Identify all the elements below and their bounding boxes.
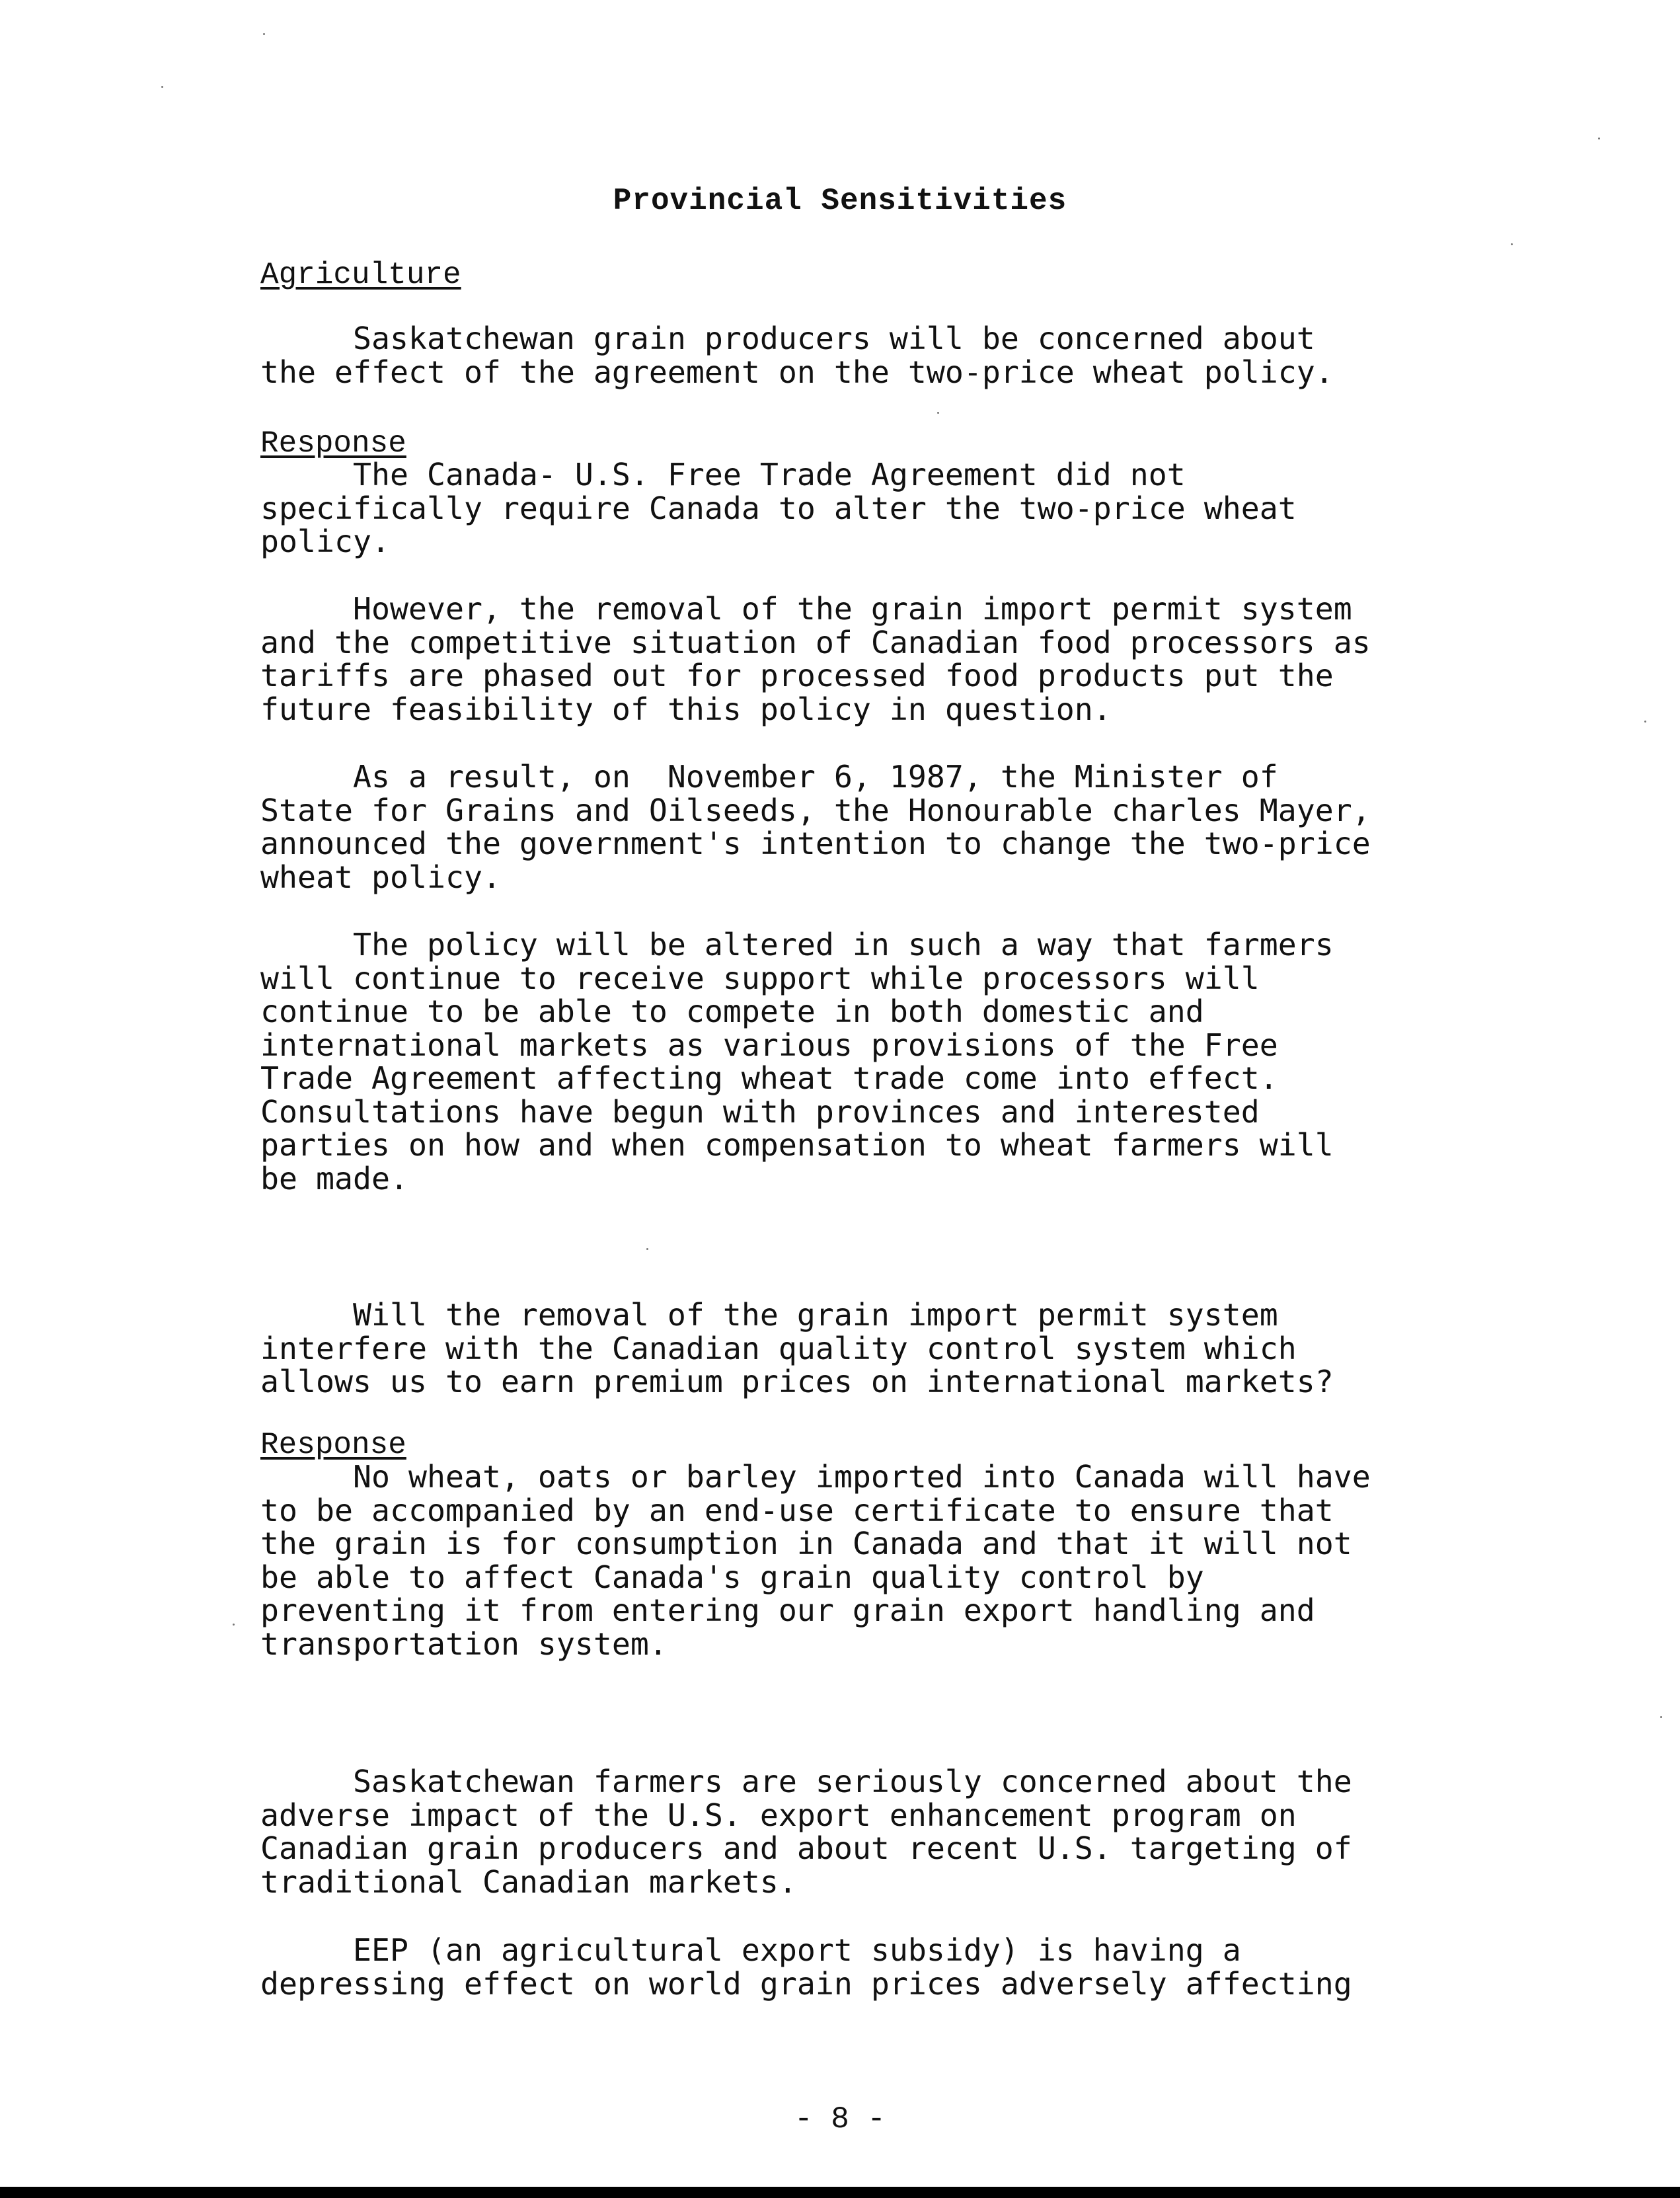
scan-speck — [233, 1624, 235, 1626]
scan-speck — [937, 412, 939, 414]
paragraph-7: No wheat, oats or barley imported into Canada will have to be accompanied by an end-use certificate to ensure that the grain is for consumption in Canada and that it will not be able to affect Canada's grain quality control by preventing it from entering our grain export handling and transportation system. — [260, 1459, 1371, 1662]
paragraph-2: The Canada- U.S. Free Trade Agreement did not specifically require Canada to alter the two-price wheat policy. — [260, 457, 1297, 559]
paragraph-4: As a result, on November 6, 1987, the Minister of State for Grains and Oilseeds, the Honourable charles Mayer, announced the government's intention to change the two-price wheat policy. — [260, 759, 1371, 895]
scan-speck — [1660, 1716, 1662, 1718]
section-heading-agriculture: Agriculture — [260, 258, 461, 292]
paragraph-5: The policy will be altered in such a way that farmers will continue to receive support while processors will continue to be able to compete in both domestic and international markets as various provisions of the Free Trade Agreement affecting wheat trade come into effect. Consultations have begun with provinces and interested parties on how and when compensation to wheat farmers will be made. — [260, 927, 1334, 1197]
paragraph-6: Will the removal of the grain import permit system interfere with the Canadian quality control system which allows us to earn premium prices on international markets? — [260, 1297, 1334, 1399]
scan-speck — [161, 86, 163, 88]
page-number: - 8 - — [794, 2102, 886, 2137]
response-heading-2: Response — [260, 1428, 406, 1462]
scan-speck — [1598, 137, 1600, 139]
page-title: Provincial Sensitivities — [613, 184, 1067, 218]
paragraph-8: Saskatchewan farmers are seriously concerned about the adverse impact of the U.S. export enhancement program on Canadian grain producers and about recent U.S. targeting of traditional Canadian markets. — [260, 1764, 1352, 1900]
paragraph-9: EEP (an agricultural export subsidy) is having a depressing effect on world grain prices adversely affecting — [260, 1932, 1352, 2002]
bottom-scan-border — [0, 2187, 1680, 2198]
response-heading-1: Response — [260, 426, 406, 461]
scan-speck — [263, 33, 265, 35]
scan-speck — [1511, 243, 1513, 245]
scan-speck — [646, 1248, 648, 1250]
scan-speck — [1644, 721, 1646, 723]
paragraph-1: Saskatchewan grain producers will be concerned about the effect of the agreement on the two-price wheat policy. — [260, 321, 1334, 390]
paragraph-3: However, the removal of the grain import permit system and the competitive situation of Canadian food processors as tariffs are phased out for processed food products put the future feasibility of this policy in question. — [260, 591, 1371, 727]
